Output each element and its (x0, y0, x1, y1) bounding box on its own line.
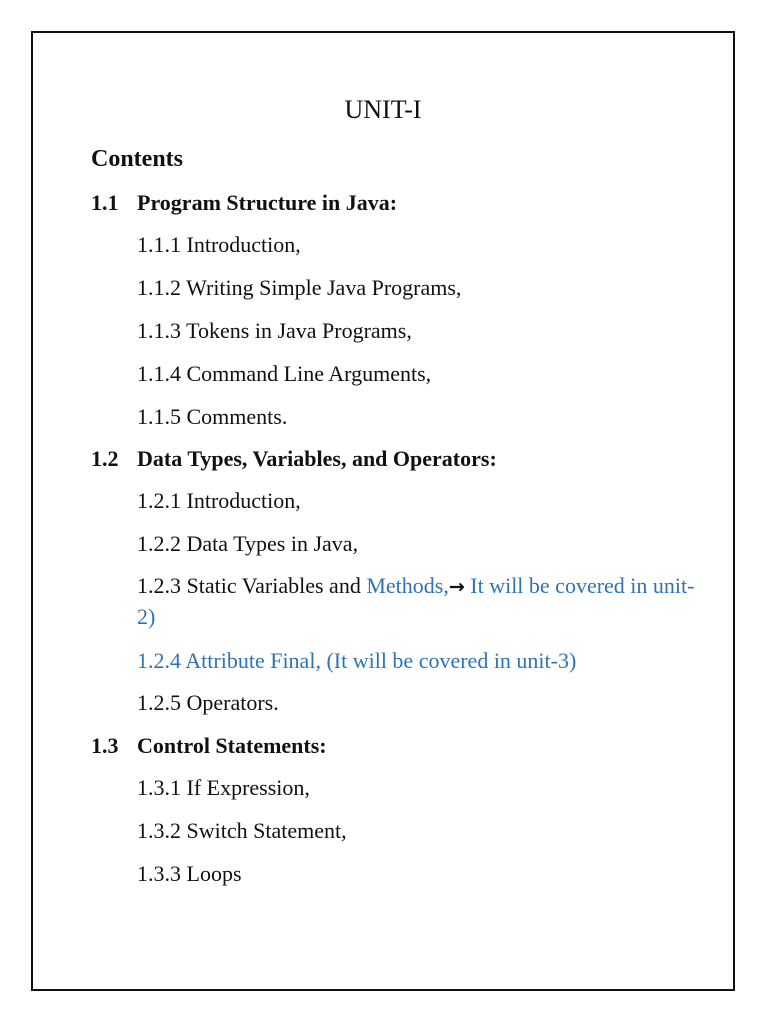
section-heading-1-2 (91, 445, 497, 473)
toc-item-1-1-1: 1.1.1 Introduction, (137, 232, 301, 257)
toc-item-1-1-5: 1.1.5 Comments. (137, 404, 288, 429)
contents-heading: Contents (91, 146, 184, 172)
coverage-note: It will be covered in unit-2) (137, 573, 695, 629)
toc-item-1-2-1: 1.2.1 Introduction, (137, 488, 301, 513)
toc-item-1-1-2: 1.1.2 Writing Simple Java Programs, (137, 275, 462, 300)
section-number: 1.2 (91, 446, 119, 471)
section-heading-1-1 (91, 189, 397, 217)
item-prefix: 1.2.3 Static Variables and (137, 573, 367, 598)
toc-item-1-3-1: 1.3.1 If Expression, (137, 775, 310, 800)
toc-item-1-2-3 (137, 571, 707, 632)
methods-highlight: Methods, (366, 573, 449, 598)
unit-title: UNIT-I (344, 95, 422, 124)
toc-item-1-1-4: 1.1.4 Command Line Arguments, (137, 361, 432, 386)
section-heading-1-3 (91, 732, 327, 760)
toc-item-1-2-2: 1.2.2 Data Types in Java, (137, 531, 359, 556)
toc-item-1-3-2: 1.3.2 Switch Statement, (137, 818, 347, 843)
section-title: Data Types, Variables, and Operators: (137, 446, 497, 471)
section-number: 1.1 (91, 190, 119, 215)
section-title: Program Structure in Java: (137, 190, 398, 215)
toc-item-1-2-4: 1.2.4 Attribute Final, (It will be covered in unit-3) (137, 648, 577, 673)
toc-item-1-2-5: 1.2.5 Operators. (137, 690, 279, 715)
section-number: 1.3 (91, 733, 119, 758)
toc-item-1-1-3: 1.1.3 Tokens in Java Programs, (137, 318, 412, 343)
document-page (31, 31, 735, 991)
toc-item-1-3-3: 1.3.3 Loops (137, 861, 242, 886)
right-arrow-icon: → (448, 576, 465, 598)
section-title: Control Statements: (137, 733, 327, 758)
